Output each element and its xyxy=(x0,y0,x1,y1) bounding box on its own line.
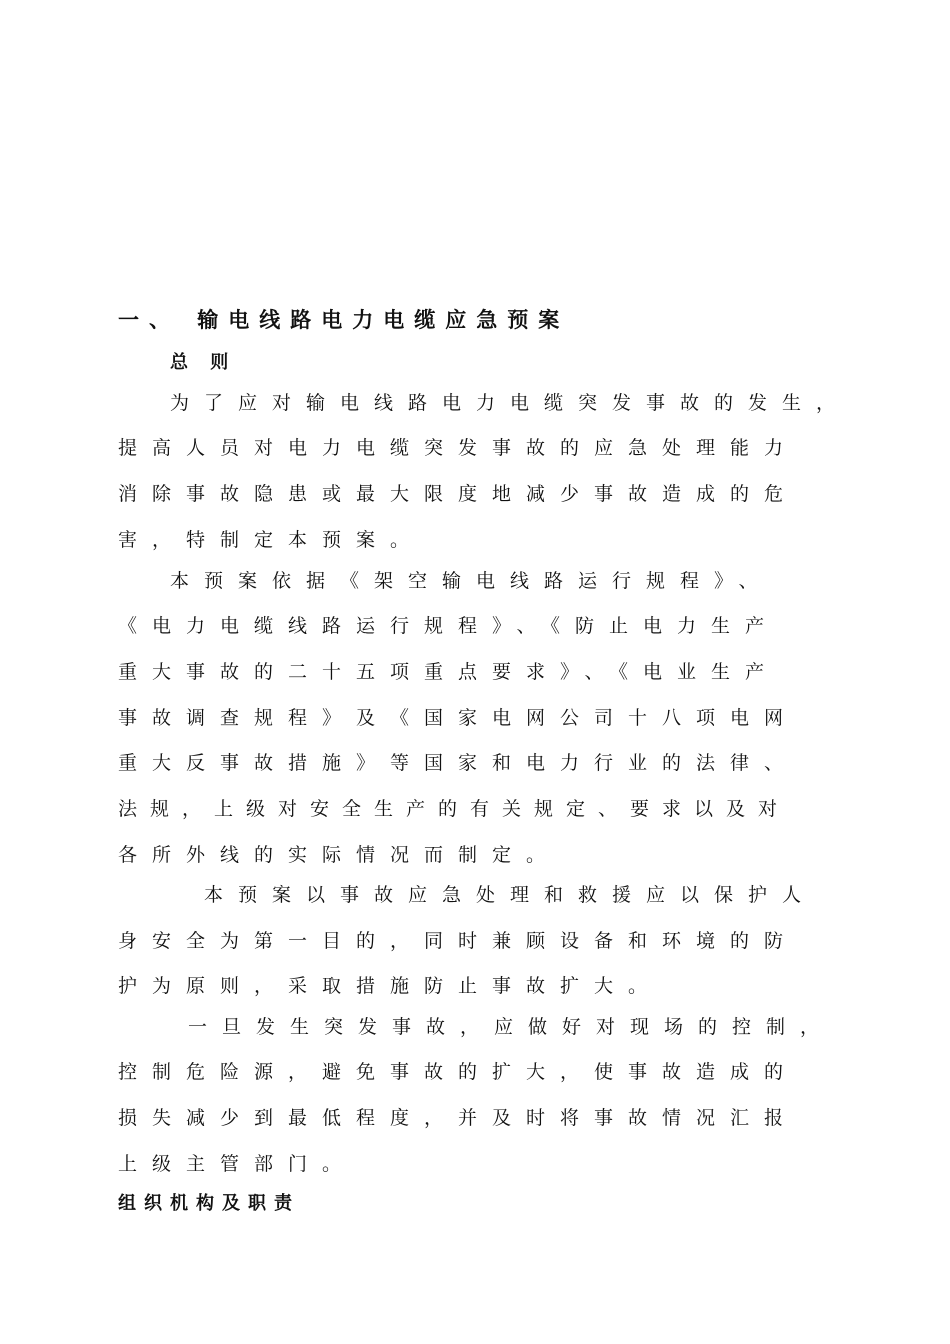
document-title: 一、 输电线路电力电缆应急预案 xyxy=(118,308,570,332)
paragraph-line: 各所外线的实际情况而制定。 xyxy=(118,844,561,866)
paragraph-line: 上级主管部门。 xyxy=(118,1153,357,1175)
section-heading-org: 组织机构及职责 xyxy=(118,1193,300,1214)
paragraph-line: 身安全为第一目的，同时兼顾设备和环境的防 xyxy=(118,930,799,952)
paragraph-line: 重大反事故措施》等国家和电力行业的法律、 xyxy=(118,752,799,774)
paragraph-line: 害，特制定本预案。 xyxy=(118,529,425,551)
paragraph-line: 提高人员对电力电缆突发事故的应急处理能力 xyxy=(118,437,799,459)
paragraph-line: 为了应对输电线路电力电缆突发事故的发生， xyxy=(170,392,850,414)
paragraph-line: 法规，上级对安全生产的有关规定、要求以及对 xyxy=(118,798,791,820)
paragraph-line: 本预案以事故应急处理和救援应以保护人 xyxy=(204,884,817,906)
paragraph-line: 消除事故隐患或最大限度地减少事故造成的危 xyxy=(118,483,799,505)
paragraph-line: 一旦发生突发事故，应做好对现场的控制， xyxy=(188,1016,835,1038)
paragraph-line: 损失减少到最低程度，并及时将事故情况汇报 xyxy=(118,1107,799,1129)
paragraph-line: 护为原则，采取措施防止事故扩大。 xyxy=(118,975,663,997)
paragraph-line: 本预案依据《架空输电线路运行规程》、 xyxy=(170,570,773,592)
section-heading-general: 总 则 xyxy=(170,352,237,373)
paragraph-line: 事故调查规程》及《国家电网公司十八项电网 xyxy=(118,707,799,729)
paragraph-line: 控制危险源，避免事故的扩大，使事故造成的 xyxy=(118,1061,799,1083)
paragraph-line: 《电力电缆线路运行规程》、《防止电力生产 xyxy=(118,615,780,637)
paragraph-line: 重大事故的二十五项重点要求》、《电业生产 xyxy=(118,661,780,683)
